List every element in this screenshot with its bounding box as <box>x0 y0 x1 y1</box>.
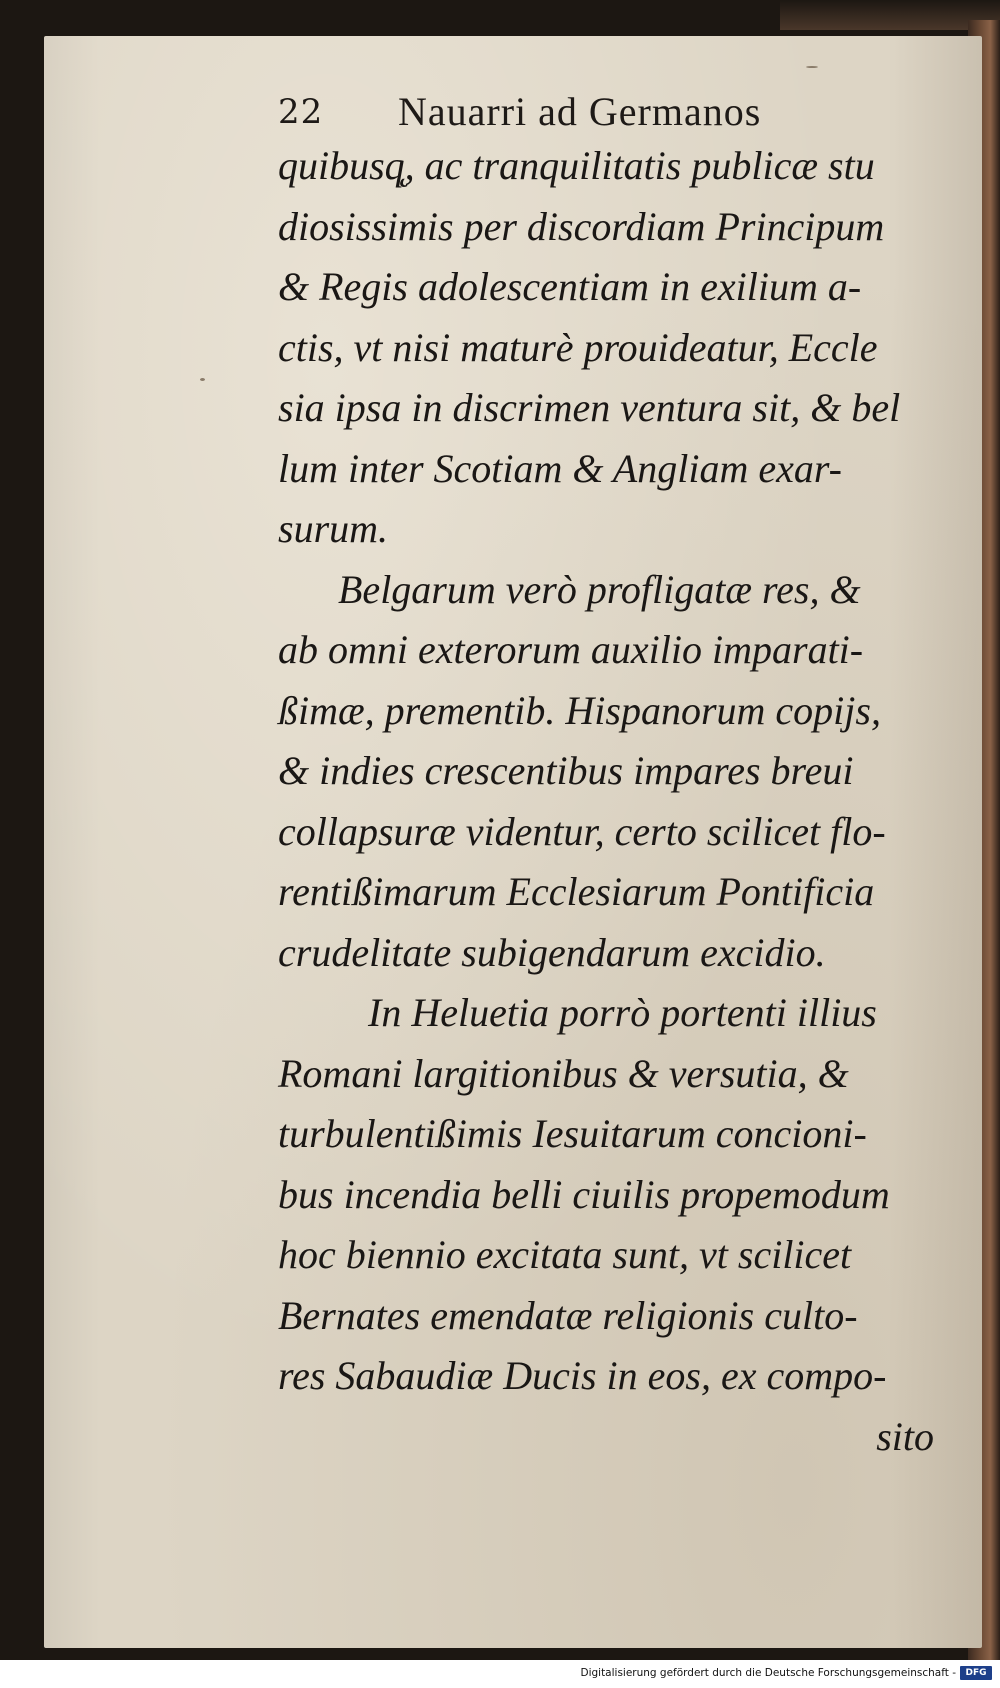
text-line: ctis, vt nisi maturè prouideatur, Eccle <box>278 324 878 370</box>
text-line: lum inter Scotiam & Angliam exar- <box>278 445 842 491</box>
dfg-logo: DFG <box>960 1666 992 1680</box>
text-line: Romani largitionibus & versutia, & <box>278 1050 849 1096</box>
text-line: diosissimis per discordiam Principum <box>278 203 885 249</box>
text-line: res Sabaudiæ Ducis in eos, ex compo- <box>278 1353 887 1398</box>
text-line: collapsuræ videntur, certo scilicet flo- <box>278 808 886 854</box>
footer-bar <box>0 1660 1000 1688</box>
running-head: Nauarri ad Germanos <box>398 89 762 134</box>
catchword: sito <box>876 1413 934 1459</box>
text-line: ab omni exterorum auxilio imparati- <box>278 627 864 672</box>
text-line: bus incendia belli ciuilis propemodum <box>278 1171 890 1217</box>
text-line: ßimæ, prementib. Hispanorum copijs, <box>278 687 881 733</box>
funding-credit: Digitalisierung gefördert durch die Deutsche Forschungsgemeinschaft - <box>580 1667 956 1679</box>
paragraph-start-line: In Heluetia porrò portenti illius <box>368 990 877 1035</box>
paper-speck <box>200 378 205 381</box>
text-line: & Regis adolescentiam in exilium a- <box>278 264 862 309</box>
text-line: hoc biennio excitata sunt, vt scilicet <box>278 1232 852 1277</box>
page-number: 22 <box>278 92 324 132</box>
book-top-edge <box>780 0 1000 30</box>
text-line: rentißimarum Ecclesiarum Pontificia <box>278 869 875 914</box>
text-line: crudelitate subigendarum excidio. <box>278 929 826 975</box>
text-line: Bernates emendatæ religionis culto- <box>278 1292 858 1338</box>
paper-speck <box>806 66 818 68</box>
body-text <box>278 136 958 1467</box>
text-line: turbulentißimis Iesuitarum concioni- <box>278 1111 867 1156</box>
paragraph-start-line: Belgarum verò profligatæ res, & <box>338 566 861 612</box>
text-line: quibusq̨, ac tranquilitatis publicæ stu <box>278 143 875 188</box>
text-line: surum. <box>278 506 389 551</box>
text-line: sia ipsa in discrimen ventura sit, & bel <box>278 385 901 430</box>
text-line: & indies crescentibus impares breui <box>278 748 854 793</box>
